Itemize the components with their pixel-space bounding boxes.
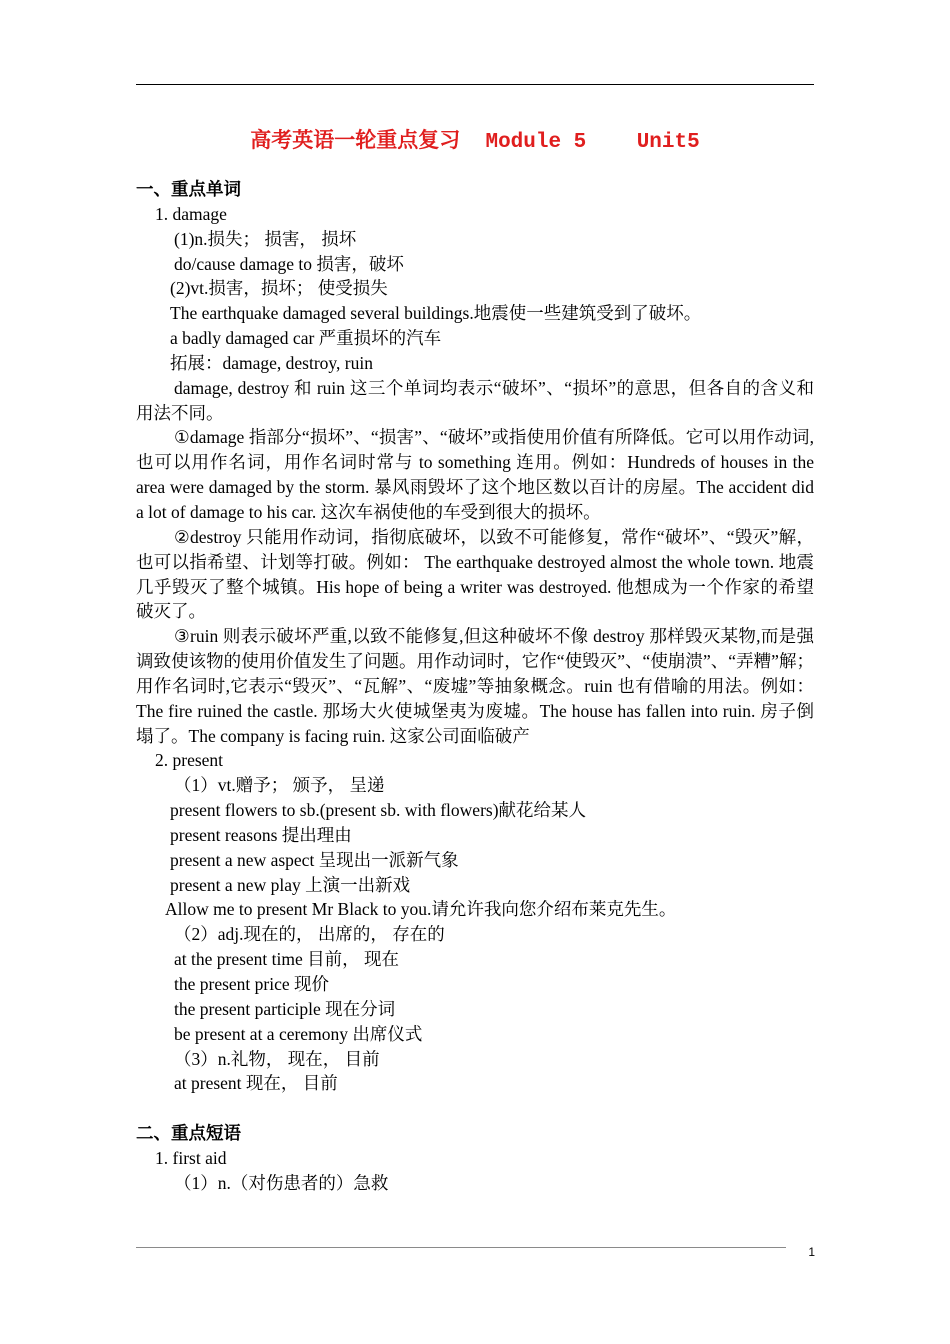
footer-rule	[136, 1247, 786, 1248]
present-line: present a new aspect 呈现出一派新气象	[170, 849, 459, 870]
damage-line: (2)vt.损害，损坏； 使受损失	[170, 278, 388, 299]
document-body	[136, 177, 814, 1196]
present-line: （3）n.礼物， 现在， 目前	[174, 1048, 380, 1069]
destroy-paragraph: ②destroy 只能用作动词，指彻底破坏，以致不可能修复，常作“破坏”、“毁灭”解，也可以指希望、计划等打破。例如： The earthquake destroyed almost the whole town. 地震几乎毁灭了整个城镇。His hope of being a writer was destroyed. 他想成为一个作家的希望破灭了。	[136, 526, 814, 622]
damage-line: 拓展：damage, destroy, ruin	[170, 352, 373, 373]
damage-paragraph: ①damage 指部分“损坏”、“损害”、“破坏”或指使用价值有所降低。它可以用作动词,也可以用作名词，用作名词时常与 to something 连用。例如：Hundreds of houses in the area were damaged by the storm. 暴风雨毁坏了这个地区数以百计的房屋。The accident did a lot of damage to his car. 这次车祸使他的车受到很大的损坏。	[136, 427, 814, 522]
word-heading-damage: 1. damage	[155, 203, 227, 224]
first-aid-line: （1）n.（对伤患者的）急救	[174, 1172, 389, 1193]
damage-line: do/cause damage to 损害，破坏	[174, 253, 404, 274]
present-line: the present participle 现在分词	[174, 998, 396, 1019]
section-heading-words: 一、重点单词	[136, 179, 241, 199]
phrase-heading-first-aid: 1. first aid	[155, 1148, 227, 1169]
document-title: 高考英语一轮重点复习 Module 5 Unit5	[250, 131, 700, 154]
ruin-paragraph: ③ruin 则表示破坏严重,以致不能修复,但这种破坏不像 destroy 那样毁灭某物,而是强调致使该物的使用价值发生了问题。用作动词时，它作“使毁灭”、“使崩溃”、“弄糟”解；用作名词时,它表示“毁灭”、“瓦解”、“废墟”等抽象概念。ruin 也有借喻的用法。例如：The fire ruined the castle. 那场大火使城堡夷为废墟。The house has fallen into ruin. 房子倒塌了。The company is facing ruin. 这家公司面临破产	[136, 626, 814, 746]
damage-line: The earthquake damaged several buildings.地震使一些建筑受到了破坏。	[170, 303, 702, 324]
present-line: present flowers to sb.(present sb. with flowers)献花给某人	[170, 800, 587, 821]
present-line: （2）adj.现在的， 出席的， 存在的	[174, 924, 445, 945]
page-number: 1	[808, 1245, 815, 1259]
present-line: the present price 现价	[174, 974, 330, 994]
present-line: be present at a ceremony 出席仪式	[174, 1023, 423, 1044]
section-spacer	[136, 1096, 814, 1121]
damage-line: (1)n.损失； 损害， 损坏	[174, 228, 357, 249]
word-heading-present: 2. present	[155, 750, 224, 771]
header-rule	[136, 84, 814, 85]
section-heading-phrases: 二、重点短语	[136, 1123, 241, 1144]
damage-paragraph: damage, destroy 和 ruin 这三个单词均表示“破坏”、“损坏”的意思，但各自的含义和用法不同。	[136, 377, 814, 423]
present-line: Allow me to present Mr Black to you.请允许我向您介绍布莱克先生。	[165, 899, 677, 920]
present-line: （1）vt.赠予； 颁予， 呈递	[174, 775, 385, 796]
damage-line: a badly damaged car 严重损坏的汽车	[170, 328, 442, 349]
present-line: present a new play 上演一出新戏	[170, 874, 411, 895]
present-line: present reasons 提出理由	[170, 824, 352, 845]
present-line: at the present time 目前， 现在	[174, 949, 400, 970]
present-line: at present 现在， 目前	[174, 1073, 338, 1094]
